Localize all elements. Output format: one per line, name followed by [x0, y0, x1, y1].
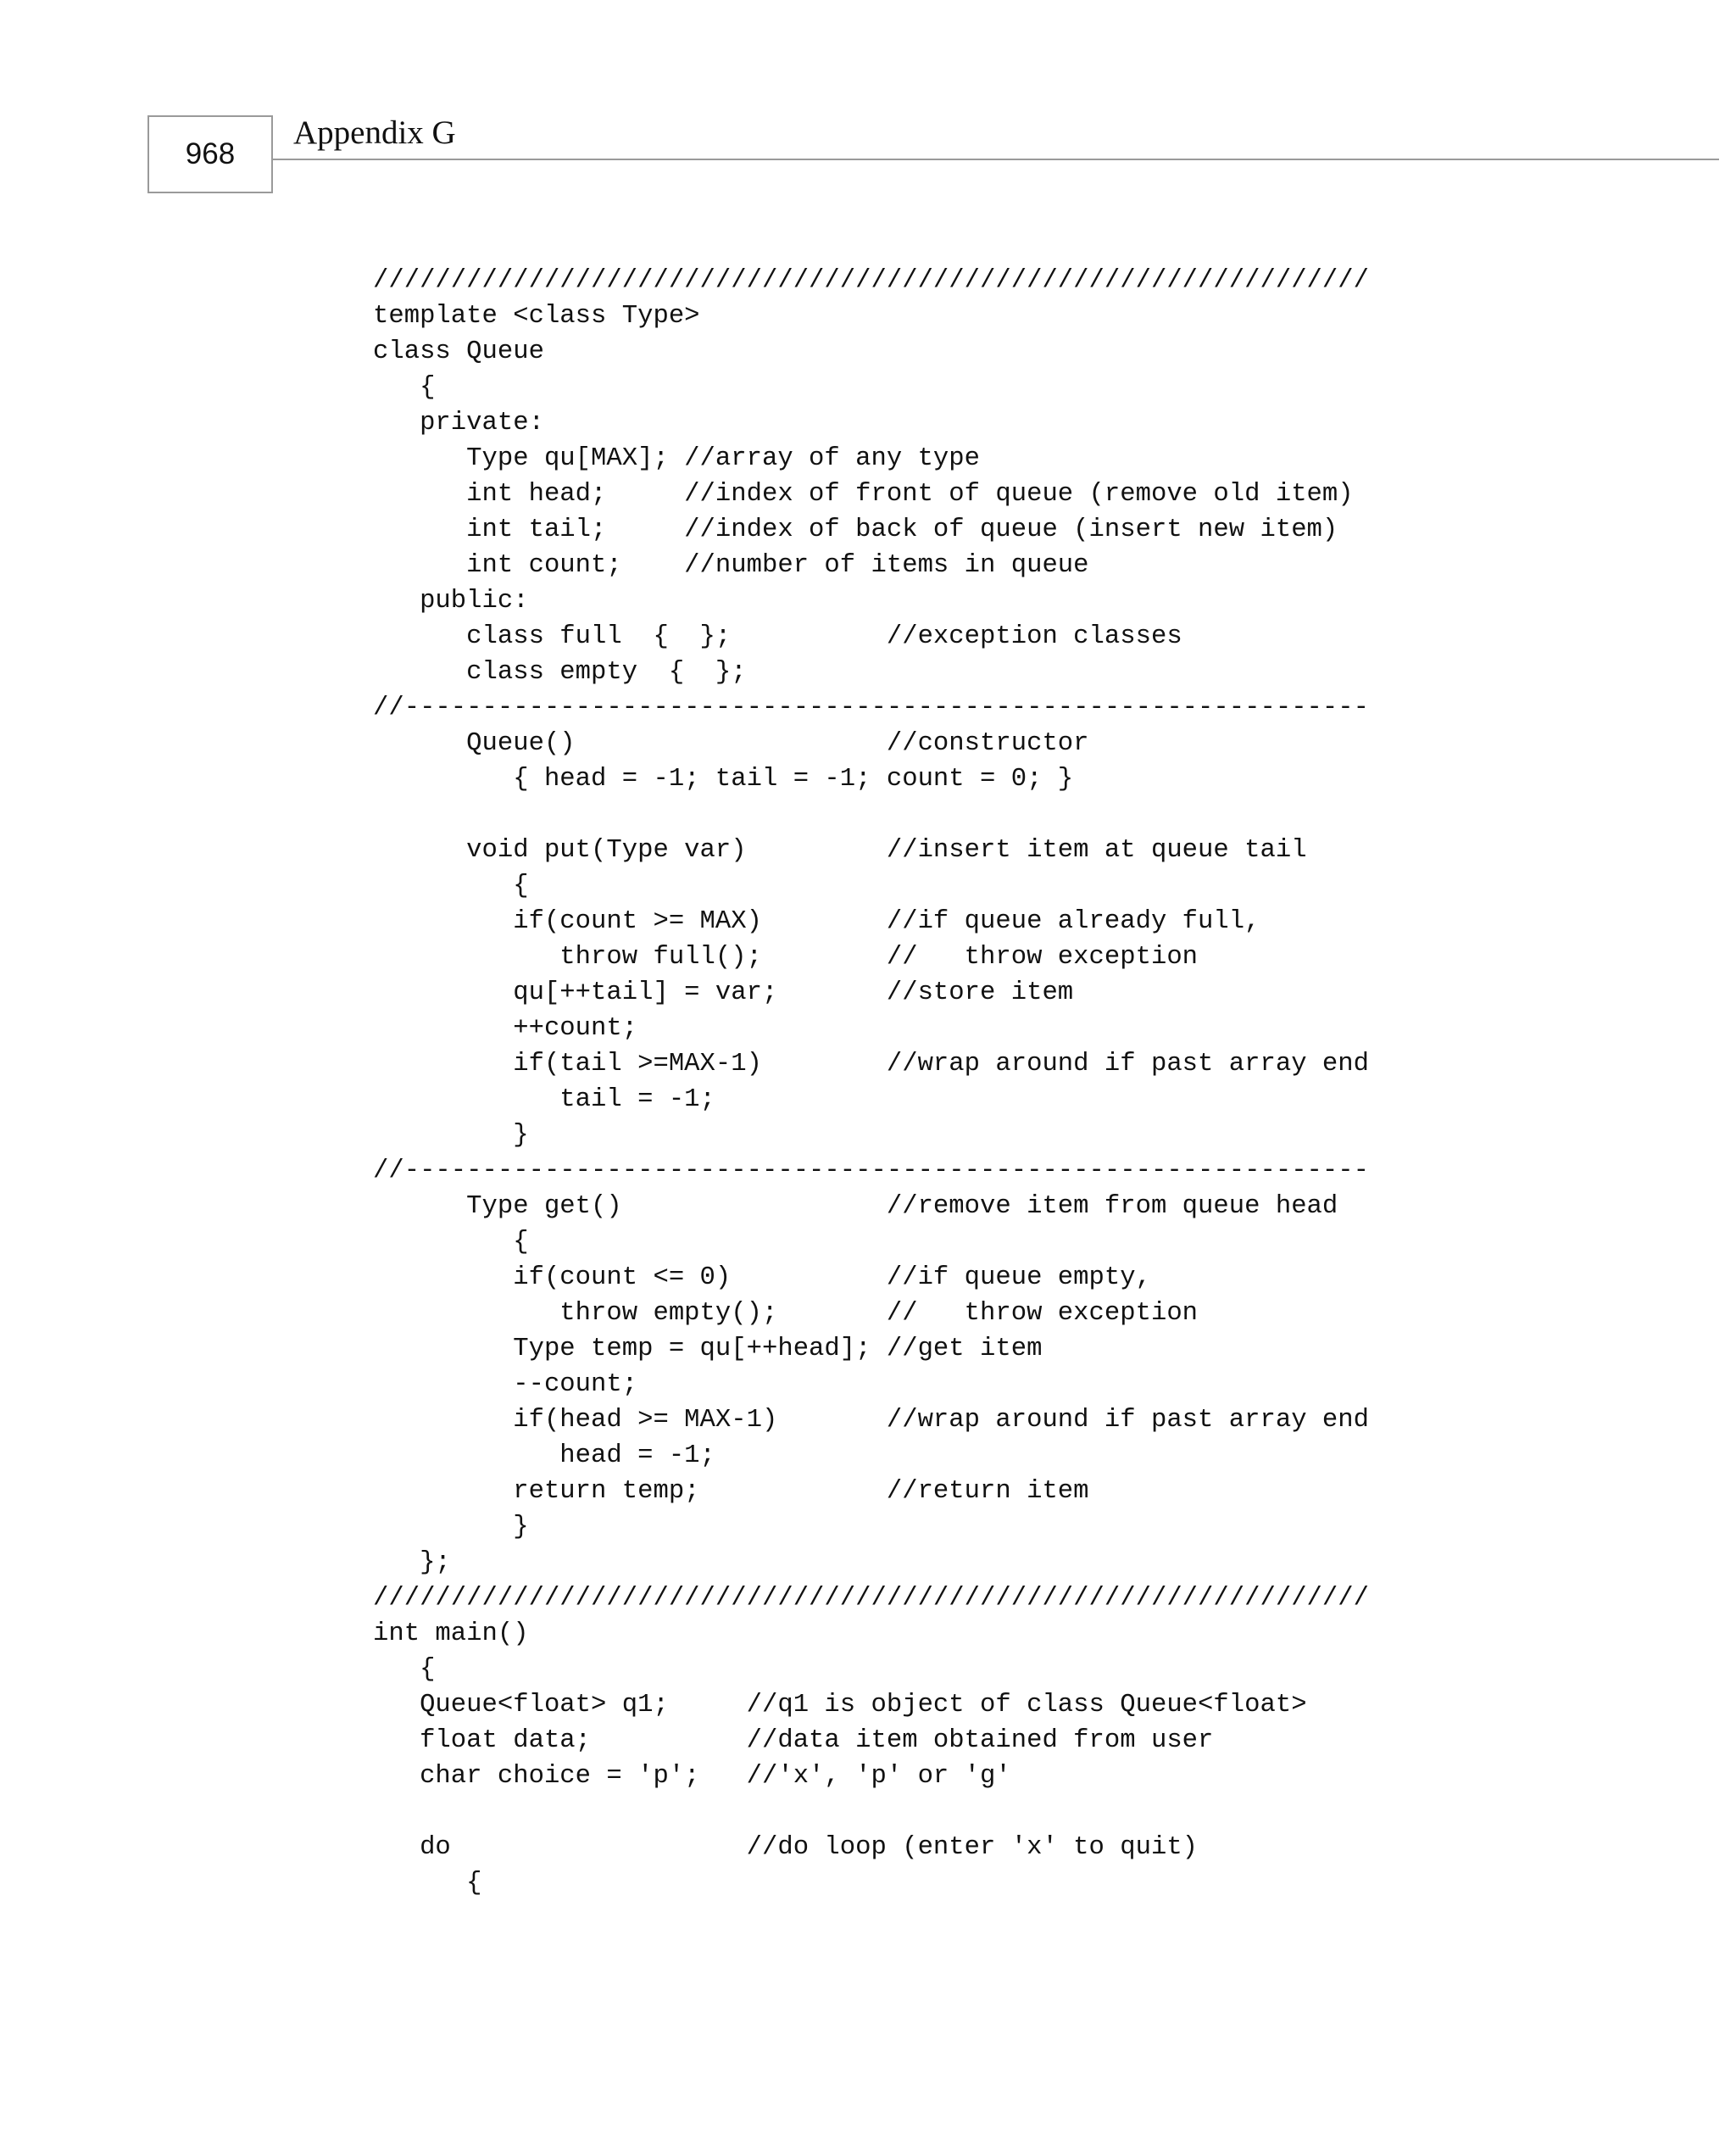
code-line: ++count; [373, 1014, 638, 1043]
code-line: float data; //data item obtained from user [373, 1726, 1214, 1755]
code-line [373, 797, 1369, 833]
code-line: } [373, 1513, 529, 1541]
code-line: int tail; //index of back of queue (insert new item) [373, 516, 1338, 544]
code-line: template <class Type> [373, 302, 700, 331]
page-number-box [147, 115, 273, 193]
code-line: Queue<float> q1; //q1 is object of class Queue<float> [373, 1691, 1307, 1720]
code-line: if(head >= MAX-1) //wrap around if past array end [373, 1406, 1369, 1435]
code-line: //////////////////////////////////////////////////////////////// [373, 1584, 1369, 1613]
code-line: { [373, 1869, 482, 1898]
code-line: class Queue [373, 337, 544, 366]
code-line [373, 1794, 1369, 1830]
code-line: }; [373, 1548, 451, 1577]
code-line: //////////////////////////////////////////////////////////////// [373, 266, 1369, 295]
code-line: //-------------------------------------------------------------- [373, 694, 1369, 722]
code-line: int main() [373, 1619, 529, 1648]
header-rule [273, 159, 1719, 160]
code-line: private: [373, 409, 544, 438]
code-line: //-------------------------------------------------------------- [373, 1157, 1369, 1185]
code-line: class empty { }; [373, 658, 747, 687]
code-line: --count; [373, 1370, 638, 1399]
page-number: 968 [185, 137, 236, 170]
code-line: if(count <= 0) //if queue empty, [373, 1263, 1151, 1292]
code-line: { [373, 872, 529, 900]
code-line: if(count >= MAX) //if queue already full, [373, 907, 1260, 936]
code-line: if(tail >=MAX-1) //wrap around if past array end [373, 1050, 1369, 1079]
code-line: class full { }; //exception classes [373, 622, 1182, 651]
code-line: Queue() //constructor [373, 729, 1089, 758]
code-line: } [373, 1121, 529, 1150]
code-line: { head = -1; tail = -1; count = 0; } [373, 765, 1074, 794]
code-line: qu[++tail] = var; //store item [373, 978, 1074, 1007]
code-line: void put(Type var) //insert item at queue tail [373, 836, 1307, 865]
code-line: tail = -1; [373, 1085, 715, 1114]
code-line: throw empty(); // throw exception [373, 1299, 1199, 1328]
code-line: head = -1; [373, 1441, 715, 1470]
code-line: Type get() //remove item from queue head [373, 1192, 1338, 1221]
code-line: int head; //index of front of queue (remove old item) [373, 480, 1354, 509]
code-line: { [373, 373, 436, 402]
code-line: int count; //number of items in queue [373, 551, 1089, 580]
code-line: Type temp = qu[++head]; //get item [373, 1335, 1043, 1363]
code-line: char choice = 'p'; //'x', 'p' or 'g' [373, 1762, 1011, 1791]
code-line: { [373, 1228, 529, 1257]
code-line: Type qu[MAX]; //array of any type [373, 444, 981, 473]
code-line: throw full(); // throw exception [373, 943, 1199, 972]
code-line: do //do loop (enter 'x' to quit) [373, 1833, 1199, 1862]
code-line: public: [373, 587, 529, 616]
code-line: { [373, 1655, 436, 1684]
code-listing [373, 263, 1369, 1901]
code-line: return temp; //return item [373, 1477, 1089, 1506]
running-head: Appendix G [293, 114, 456, 151]
